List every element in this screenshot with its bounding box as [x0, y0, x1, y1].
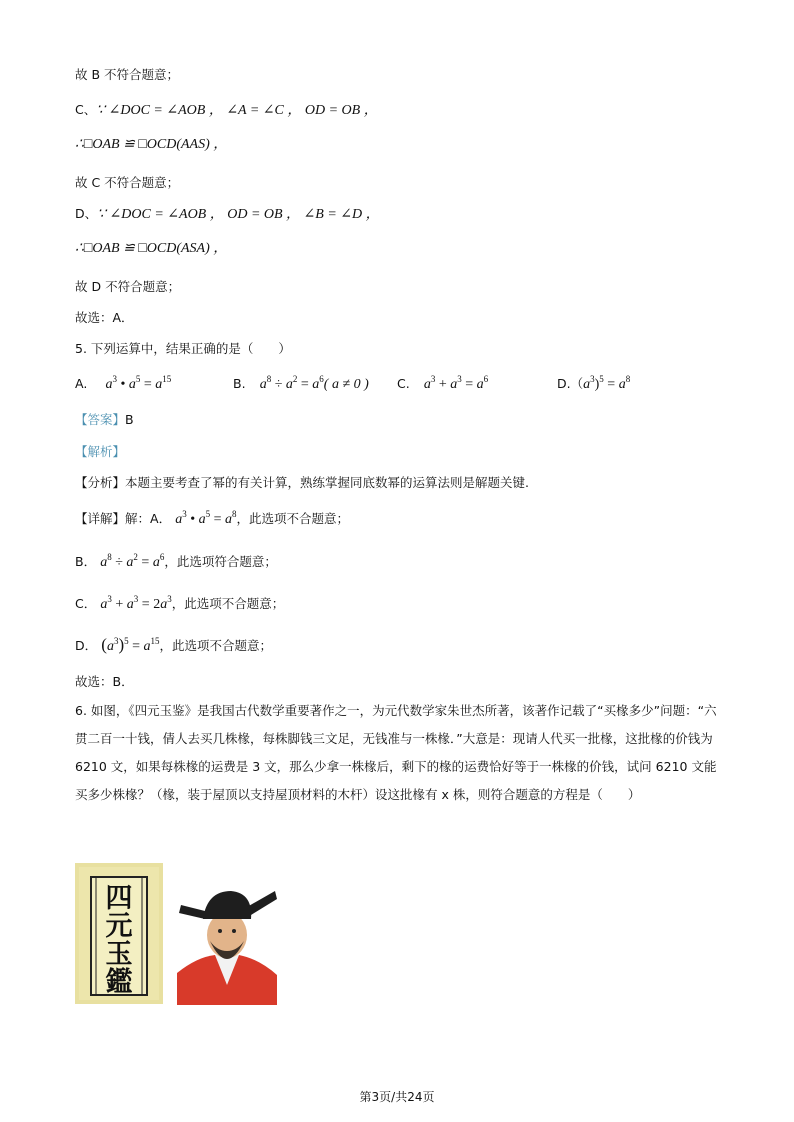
question-stem: 5. 下列运算中，结果正确的是（ ）	[75, 341, 291, 356]
fenxi-text: 本题主要考查了幂的有关计算，熟练掌握同底数幂的运算法则是解题关键.	[125, 475, 529, 490]
text-line: 故 B 不符合题意；	[75, 67, 180, 82]
xiangjie-suffix: ，此选项不合题意；	[171, 596, 285, 611]
detail-line-a	[75, 510, 349, 529]
book-cover-image	[75, 863, 163, 1004]
analysis-line	[75, 474, 529, 492]
analysis-tag: 【解析】	[75, 444, 126, 459]
math-expression: $a^8 \div a^2 = a^6$	[100, 552, 165, 570]
math-expression: ∴□OAB ≌ □OCD(AAS) ，	[75, 137, 228, 152]
option-label: B.	[233, 376, 246, 391]
math-expression: $(a^3)^5 = a^{15}$	[101, 635, 160, 654]
question-6-text: 6. 如图，《四元玉鉴》是我国古代数学重要著作之一，为元代数学家朱世杰所著，该著作记载了“买椽多少”问题：“六贯二百一十钱，倩人去买几株椽，每株脚钱三文足，无钱准与一株椽．”大意是：现请人代买一批椽，这批椽的价钱为 6210 文，如果每株椽的运费是 3 文，那么少拿一株椽后，剩下的椽的运费恰好等于一株椽的价钱，试问 6210 文能买多少株椽？（椽，装于屋顶以支持屋顶材料的木杆）设这批椽有 x 株，则符合题意的方程是（ ）	[75, 703, 717, 802]
xiangjie-prefix: 解：A．	[125, 511, 172, 526]
option-b	[233, 375, 369, 394]
xiangjie-suffix: ，此选项符合题意；	[164, 554, 277, 569]
page-footer: 第3页/共24页	[359, 1090, 435, 1104]
math-expression: $a^3$ • $a^5 = a^{15}$	[105, 374, 172, 392]
xiangjie-suffix: ，此选项不合题意；	[236, 511, 350, 526]
detail-line-d	[75, 636, 272, 656]
math-expression: ( a ≠ 0 )	[323, 377, 369, 392]
math-expression: ∵ ∠DOC = ∠AOB ， OD = OB ， ∠B = ∠D ，	[97, 207, 380, 222]
option-label: D、	[75, 206, 98, 221]
fenxi-tag: 【分析】	[75, 475, 126, 490]
option-c	[397, 375, 488, 394]
answer-line	[75, 411, 134, 429]
xiangjie-prefix: D．	[75, 638, 98, 653]
math-expression: $a^3 + a^3 = 2a^3$	[100, 594, 172, 612]
text-line: 故选：A．	[75, 310, 134, 325]
math-expression: ∵ ∠DOC = ∠AOB ， ∠A = ∠C ， OD = OB ，	[96, 103, 378, 118]
math-expression: $a^8 \div a^2 = a^6$	[259, 374, 324, 392]
text-line	[75, 101, 378, 120]
scholar-portrait-image	[177, 885, 277, 1005]
xiangjie-tag: 【详解】	[75, 511, 126, 526]
math-expression: ∴□OAB ≌ □OCD(ASA) ，	[75, 241, 228, 256]
text-line: 故 D 不符合题意；	[75, 279, 181, 294]
book-title-char: 鑑	[105, 967, 133, 998]
option-a	[75, 375, 171, 394]
xiangjie-prefix: B．	[75, 554, 97, 569]
detail-line-c	[75, 595, 284, 614]
answer-tag: 【答案】	[75, 412, 126, 427]
option-label: C.	[397, 376, 410, 391]
book-title-char: 元	[105, 911, 133, 942]
text-line	[75, 205, 380, 224]
book-title-char: 玉	[105, 939, 133, 970]
answer-value: B	[125, 412, 134, 427]
math-expression: $a^3 + a^3 = a^6$	[423, 374, 489, 392]
option-label: C、	[75, 102, 97, 117]
final-answer: 故选：B．	[75, 674, 134, 689]
option-label: A.	[75, 376, 88, 391]
book-title-char: 四	[105, 883, 133, 914]
math-expression: $a^3)^5 = a^8$	[583, 374, 631, 392]
text-line: 故 C 不符合题意；	[75, 175, 180, 190]
option-d	[557, 375, 630, 394]
math-expression: $a^3$ • $a^5 = a^8$	[175, 509, 237, 527]
option-label: D.（	[557, 376, 584, 391]
xiangjie-suffix: ，此选项不合题意；	[159, 638, 273, 653]
detail-line-b	[75, 553, 277, 572]
xiangjie-prefix: C．	[75, 596, 97, 611]
